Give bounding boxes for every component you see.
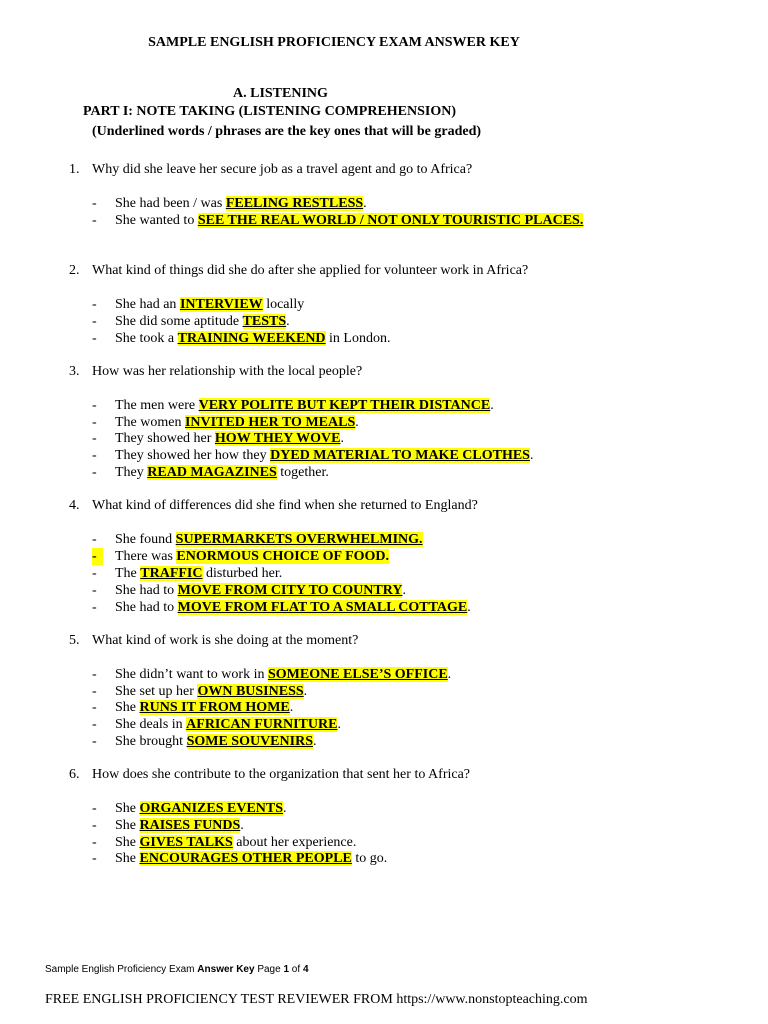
key-phrase: TRAINING WEEKEND (177, 331, 326, 346)
question-5 (69, 632, 358, 649)
answer-item: - She found SUPERMARKETS OVERWHELMING. (92, 532, 423, 547)
question-number: 2. (69, 263, 80, 278)
question-6 (69, 766, 470, 783)
answer-item: - She RAISES FUNDS. (92, 818, 244, 833)
key-phrase: FEELING RESTLESS (225, 196, 364, 211)
answer-item: - They showed her HOW THEY WOVE. (92, 431, 344, 446)
answer-item: - She ENCOURAGES OTHER PEOPLE to go. (92, 851, 388, 866)
answer-item: - There was ENORMOUS CHOICE OF FOOD. (92, 549, 390, 564)
key-phrase: READ MAGAZINES (147, 465, 277, 480)
key-phrase: RUNS IT FROM HOME (139, 700, 290, 715)
answer-item: - She GIVES TALKS about her experience. (92, 835, 357, 850)
answer-item: - She set up her OWN BUSINESS. (92, 684, 308, 699)
key-phrase: SOME SOUVENIRS (186, 734, 313, 749)
question-text: What kind of work is she doing at the moment? (92, 633, 359, 648)
question-text: What kind of differences did she find when she returned to England? (92, 498, 478, 513)
question-2 (69, 262, 528, 279)
answer-item: - She ORGANIZES EVENTS. (92, 801, 287, 816)
question-3 (69, 363, 362, 380)
key-phrase: SEE THE REAL WORLD / NOT ONLY TOURISTIC PLACES. (197, 213, 584, 228)
answer-item: - She took a TRAINING WEEKEND in London. (92, 331, 391, 346)
answer-item: - She RUNS IT FROM HOME. (92, 700, 294, 715)
question-4 (69, 497, 478, 514)
document-title (0, 35, 768, 51)
section-heading: A. LISTENING (233, 86, 328, 101)
key-phrase: OWN BUSINESS (197, 684, 304, 699)
answer-item: - She had an INTERVIEW locally (92, 297, 305, 312)
key-phrase: TESTS (242, 314, 287, 329)
question-number: 1. (69, 162, 80, 177)
key-phrase: ENCOURAGES OTHER PEOPLE (139, 851, 352, 866)
key-phrase: DYED MATERIAL TO MAKE CLOTHES (270, 448, 530, 463)
part-heading: PART I: NOTE TAKING (LISTENING COMPREHENSION) (83, 104, 457, 119)
question-text: What kind of things did she do after she applied for volunteer work in Africa? (92, 263, 529, 278)
key-phrase: INVITED HER TO MEALS (184, 415, 356, 430)
title-text: SAMPLE ENGLISH PROFICIENCY EXAM ANSWER KEY (148, 35, 520, 50)
page-footer: Sample English Proficiency Exam Answer Key Page 1 of 4 (45, 964, 309, 975)
reviewer-credit-line: FREE ENGLISH PROFICIENCY TEST REVIEWER FROM https://www.nonstopteaching.com (45, 992, 588, 1007)
key-phrase: VERY POLITE BUT KEPT THEIR DISTANCE (198, 398, 491, 413)
key-phrase: MOVE FROM FLAT TO A SMALL COTTAGE (177, 600, 468, 615)
question-number: 6. (69, 767, 80, 782)
question-number: 4. (69, 498, 80, 513)
answer-item: - The women INVITED HER TO MEALS. (92, 415, 359, 430)
key-phrase: ORGANIZES EVENTS (139, 801, 284, 816)
answer-item: - She brought SOME SOUVENIRS. (92, 734, 317, 749)
answer-item: - They READ MAGAZINES together. (92, 465, 329, 480)
answer-item: - She had to MOVE FROM FLAT TO A SMALL COTTAGE. (92, 600, 471, 615)
answer-item: - The TRAFFIC disturbed her. (92, 566, 283, 581)
answer-item: - She did some aptitude TESTS. (92, 314, 290, 329)
question-text: Why did she leave her secure job as a travel agent and go to Africa? (92, 162, 473, 177)
key-phrase: GIVES TALKS (139, 835, 233, 850)
answer-item: - She didn’t want to work in SOMEONE ELSE’S OFFICE. (92, 667, 452, 682)
key-phrase: INTERVIEW (179, 297, 263, 312)
key-phrase: SUPERMARKETS OVERWHELMING. (175, 532, 423, 547)
key-phrase: TRAFFIC (140, 566, 203, 581)
key-phrase: ENORMOUS CHOICE OF FOOD. (176, 549, 390, 564)
grading-note: (Underlined words / phrases are the key ones that will be graded) (92, 124, 482, 139)
question-1 (69, 161, 472, 178)
key-phrase: MOVE FROM CITY TO COUNTRY (177, 583, 403, 598)
answer-item: - The men were VERY POLITE BUT KEPT THEIR DISTANCE. (92, 398, 494, 413)
answer-item: - She wanted to SEE THE REAL WORLD / NOT ONLY TOURISTIC PLACES. (92, 213, 584, 228)
answer-item: - They showed her how they DYED MATERIAL TO MAKE CLOTHES. (92, 448, 534, 463)
question-number: 5. (69, 633, 80, 648)
key-phrase: AFRICAN FURNITURE (186, 717, 338, 732)
question-text: How was her relationship with the local people? (92, 364, 363, 379)
key-phrase: RAISES FUNDS (139, 818, 241, 833)
question-text: How does she contribute to the organization that sent her to Africa? (92, 767, 471, 782)
key-phrase: HOW THEY WOVE (214, 431, 341, 446)
answer-item: - She had to MOVE FROM CITY TO COUNTRY. (92, 583, 406, 598)
answer-item: - She had been / was FEELING RESTLESS. (92, 196, 367, 211)
key-phrase: SOMEONE ELSE’S OFFICE (267, 667, 448, 682)
question-number: 3. (69, 364, 80, 379)
answer-item: - She deals in AFRICAN FURNITURE. (92, 717, 341, 732)
